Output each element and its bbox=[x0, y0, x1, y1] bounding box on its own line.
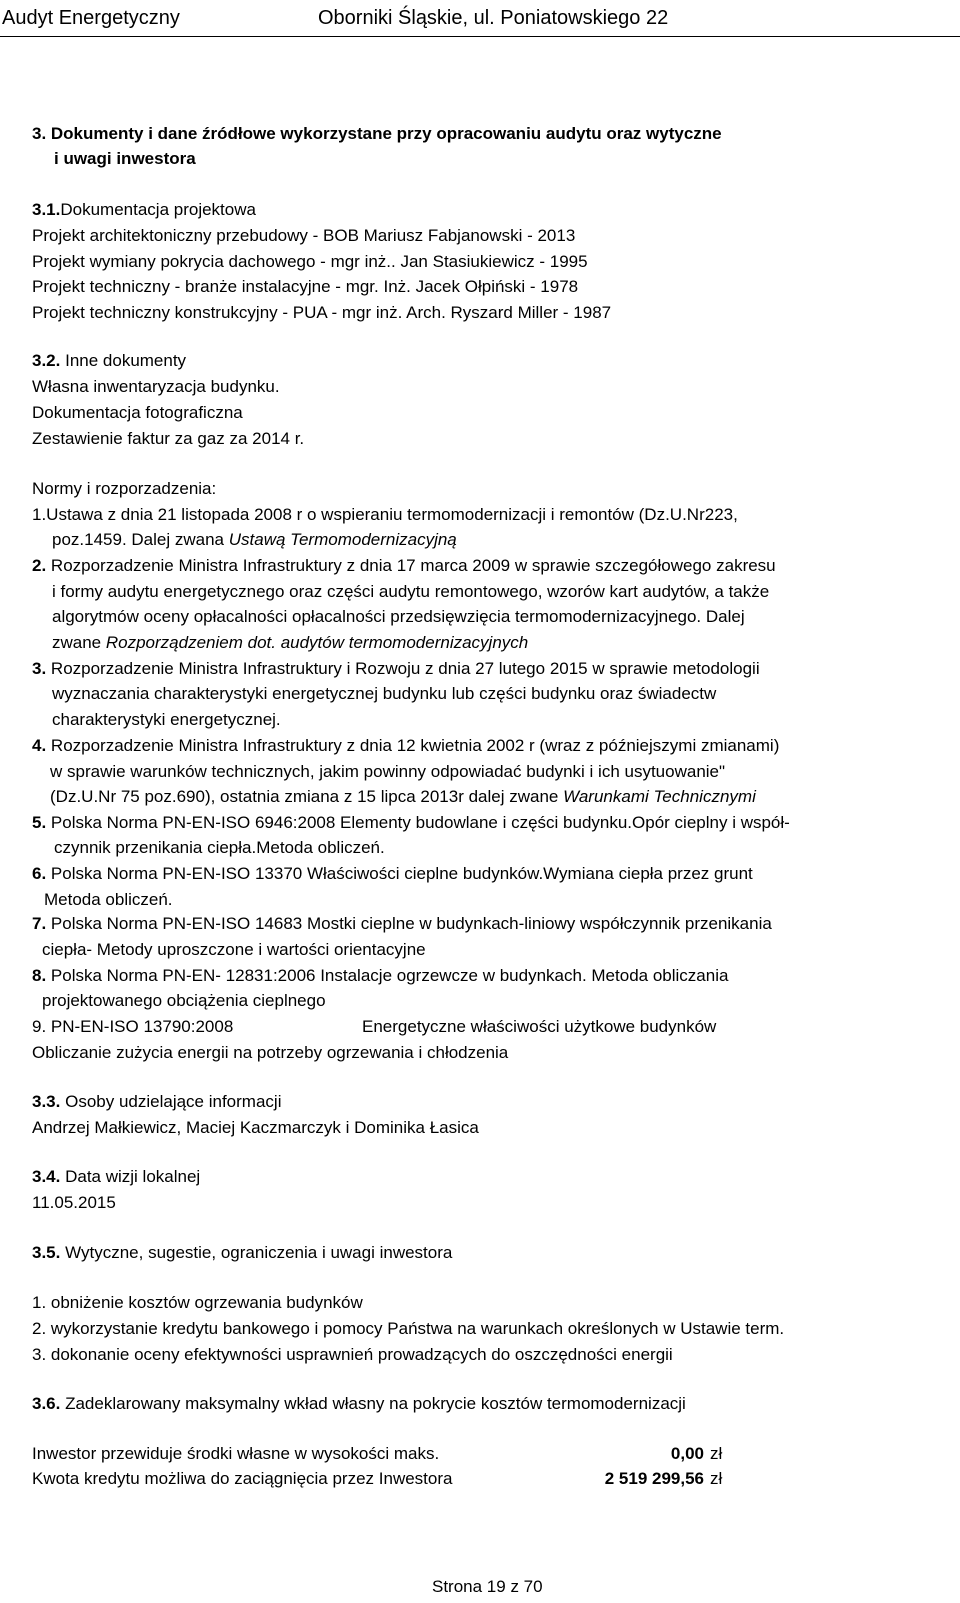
guideline-item: 2. wykorzystanie kredytu bankowego i pomocy Państwa na warunkach określonych w Ustawie term. bbox=[32, 1319, 785, 1338]
norms-heading: Normy i rozporzadzenia: bbox=[32, 479, 217, 498]
norm-3-line3: charakterystyki energetycznej. bbox=[52, 710, 281, 729]
visit-date: 11.05.2015 bbox=[32, 1193, 116, 1212]
norm-2-line1 bbox=[32, 553, 776, 578]
norm-6-line2: Metoda obliczeń. bbox=[44, 890, 173, 909]
guideline-item: 1. obniżenie kosztów ogrzewania budynków bbox=[32, 1293, 363, 1312]
own-funds-label: Inwestor przewiduje środki własne w wysokości maks. bbox=[32, 1444, 440, 1463]
norm-text: Polska Norma PN-EN-ISO 13370 Właściwości cieplne budynków.Wymiana ciepła przez grunt bbox=[46, 864, 753, 883]
norm-6-line1 bbox=[32, 861, 753, 886]
subsection-3-3-heading bbox=[32, 1089, 281, 1114]
norm-2-line4 bbox=[52, 630, 528, 655]
subsection-3-2-heading bbox=[32, 348, 186, 373]
subsection-3-4-heading bbox=[32, 1164, 200, 1189]
norm-8-line1 bbox=[32, 963, 728, 988]
subsection-3-6-heading bbox=[32, 1391, 686, 1416]
informants-line: Andrzej Małkiewicz, Maciej Kaczmarczyk i Dominika Łasica bbox=[32, 1118, 479, 1137]
subsection-3-1-heading bbox=[32, 197, 256, 222]
norm-text: zwane bbox=[52, 633, 106, 652]
subsection-title: Inne dokumenty bbox=[65, 351, 187, 370]
document-line: Własna inwentaryzacja budynku. bbox=[32, 377, 280, 396]
norm-8-line2: projektowanego obciążenia cieplnego bbox=[42, 991, 326, 1010]
subsection-number: 3.3. bbox=[32, 1092, 61, 1111]
document-line: Projekt techniczny - branże instalacyjne - mgr. Inż. Jacek Ołpiński - 1978 bbox=[32, 277, 579, 296]
document-line: Zestawienie faktur za gaz za 2014 r. bbox=[32, 429, 305, 448]
norm-4-line3 bbox=[50, 784, 756, 809]
subsection-title: Data wizji lokalnej bbox=[65, 1167, 201, 1186]
subsection-number: 3.2. bbox=[32, 351, 61, 370]
norm-5-line2: czynnik przenikania ciepła.Metoda obliczeń. bbox=[54, 838, 385, 857]
norm-italic-name: Ustawą Termomodernizacyjną bbox=[228, 530, 457, 549]
subsection-number: 3.4. bbox=[32, 1167, 61, 1186]
norm-number: 7. bbox=[32, 914, 47, 933]
norm-7-line2: ciepła- Metody uproszczone i wartości orientacyjne bbox=[42, 940, 426, 959]
norm-number: 8. bbox=[32, 966, 47, 985]
document-line: Dokumentacja fotograficzna bbox=[32, 403, 243, 422]
norm-number: 4. bbox=[32, 736, 47, 755]
norm-number: 2. bbox=[32, 556, 47, 575]
own-funds-unit: zł bbox=[710, 1444, 723, 1463]
credit-amount-value: 2 519 299,56 bbox=[604, 1469, 704, 1488]
norm-4-line1 bbox=[32, 733, 779, 758]
norm-9-line2: Obliczanie zużycia energii na potrzeby ogrzewania i chłodzenia bbox=[32, 1043, 509, 1062]
norm-9-title: Energetyczne właściwości użytkowe budynków bbox=[362, 1017, 717, 1036]
norm-text: Polska Norma PN-EN-ISO 6946:2008 Elementy budowlane i części budynku.Opór cieplny i współ- bbox=[46, 813, 790, 832]
page-number: Strona 19 z 70 bbox=[432, 1577, 543, 1596]
norm-number: 5. bbox=[32, 813, 47, 832]
norm-text: poz.1459. Dalej zwana bbox=[52, 530, 229, 549]
own-funds-value: 0,00 bbox=[670, 1444, 704, 1463]
document-line: Projekt wymiany pokrycia dachowego - mgr inż.. Jan Stasiukiewicz - 1995 bbox=[32, 252, 588, 271]
header-address: Oborniki Śląskie, ul. Poniatowskiego 22 bbox=[318, 7, 669, 29]
norm-text: Polska Norma PN-EN- 12831:2006 Instalacje ogrzewcze w budynkach. Metoda obliczania bbox=[46, 966, 729, 985]
norm-text: Rozporzadzenie Ministra Infrastruktury z dnia 12 kwietnia 2002 r (wraz z późniejszymi zmianami) bbox=[46, 736, 780, 755]
norm-2-line2: i formy audytu energetycznego oraz części audytu remontowego, wzorów kart audytów, a także bbox=[52, 582, 770, 601]
subsection-title: Dokumentacja projektowa bbox=[60, 200, 256, 219]
norm-number: 6. bbox=[32, 864, 47, 883]
norm-5-line1 bbox=[32, 810, 790, 835]
norm-text: Rozporzadzenie Ministra Infrastruktury i Rozwoju z dnia 27 lutego 2015 w sprawie metodologii bbox=[46, 659, 760, 678]
norm-7-line1 bbox=[32, 911, 772, 936]
norm-italic-name: Warunkami Technicznymi bbox=[563, 787, 756, 806]
guideline-item: 3. dokonanie oceny efektywności usprawnień prowadzących do oszczędności energii bbox=[32, 1345, 673, 1364]
subsection-title: Wytyczne, sugestie, ograniczenia i uwagi inwestora bbox=[65, 1243, 453, 1262]
norm-2-line3: algorytmów oceny opłacalności opłacalności przedsięwzięcia termomodernizacyjnego. Dalej bbox=[52, 607, 745, 626]
norm-text: Polska Norma PN-EN-ISO 14683 Mostki cieplne w budynkach-liniowy współczynnik przenikania bbox=[46, 914, 772, 933]
norm-9-code: 9. PN-EN-ISO 13790:2008 bbox=[32, 1017, 234, 1036]
subsection-3-5-heading bbox=[32, 1240, 452, 1265]
norm-italic-name: Rozporządzeniem dot. audytów termomodernizacyjnych bbox=[105, 633, 529, 652]
norm-1-line1: 1.Ustawa z dnia 21 listopada 2008 r o wspieraniu termomodernizacji i remontów (Dz.U.Nr223, bbox=[32, 505, 738, 524]
subsection-number: 3.6. bbox=[32, 1394, 61, 1413]
norm-3-line1 bbox=[32, 656, 760, 681]
norm-text: Rozporzadzenie Ministra Infrastruktury z dnia 17 marca 2009 w sprawie szczegółowego zakresu bbox=[46, 556, 776, 575]
norm-3-line2: wyznaczania charakterystyki energetycznej budynku lub części budynku oraz świadectw bbox=[52, 684, 717, 703]
norm-number: 3. bbox=[32, 659, 47, 678]
subsection-number: 3.1. bbox=[32, 200, 61, 219]
norm-text: (Dz.U.Nr 75 poz.690), ostatnia zmiana z 15 lipca 2013r dalej zwane bbox=[50, 787, 564, 806]
norm-1-line2 bbox=[52, 527, 457, 552]
subsection-title: Zadeklarowany maksymalny wkład własny na pokrycie kosztów termomodernizacji bbox=[65, 1394, 686, 1413]
subsection-title: Osoby udzielające informacji bbox=[65, 1092, 282, 1111]
document-line: Projekt architektoniczny przebudowy - BOB Mariusz Fabjanowski - 2013 bbox=[32, 226, 576, 245]
section-title-line1: 3. Dokumenty i dane źródłowe wykorzystane przy opracowaniu audytu oraz wytyczne bbox=[32, 124, 722, 143]
credit-amount-unit: zł bbox=[710, 1469, 723, 1488]
norm-4-line2: w sprawie warunków technicznych, jakim powinny odpowiadać budynki i ich usytuowanie" bbox=[50, 762, 726, 781]
credit-amount-label: Kwota kredytu możliwa do zaciągnięcia przez Inwestora bbox=[32, 1469, 453, 1488]
header-rule bbox=[0, 36, 960, 37]
document-line: Projekt techniczny konstrukcyjny - PUA - mgr inż. Arch. Ryszard Miller - 1987 bbox=[32, 303, 612, 322]
header-title: Audyt Energetyczny bbox=[2, 7, 180, 29]
subsection-number: 3.5. bbox=[32, 1243, 61, 1262]
section-title-line2: i uwagi inwestora bbox=[54, 149, 196, 168]
